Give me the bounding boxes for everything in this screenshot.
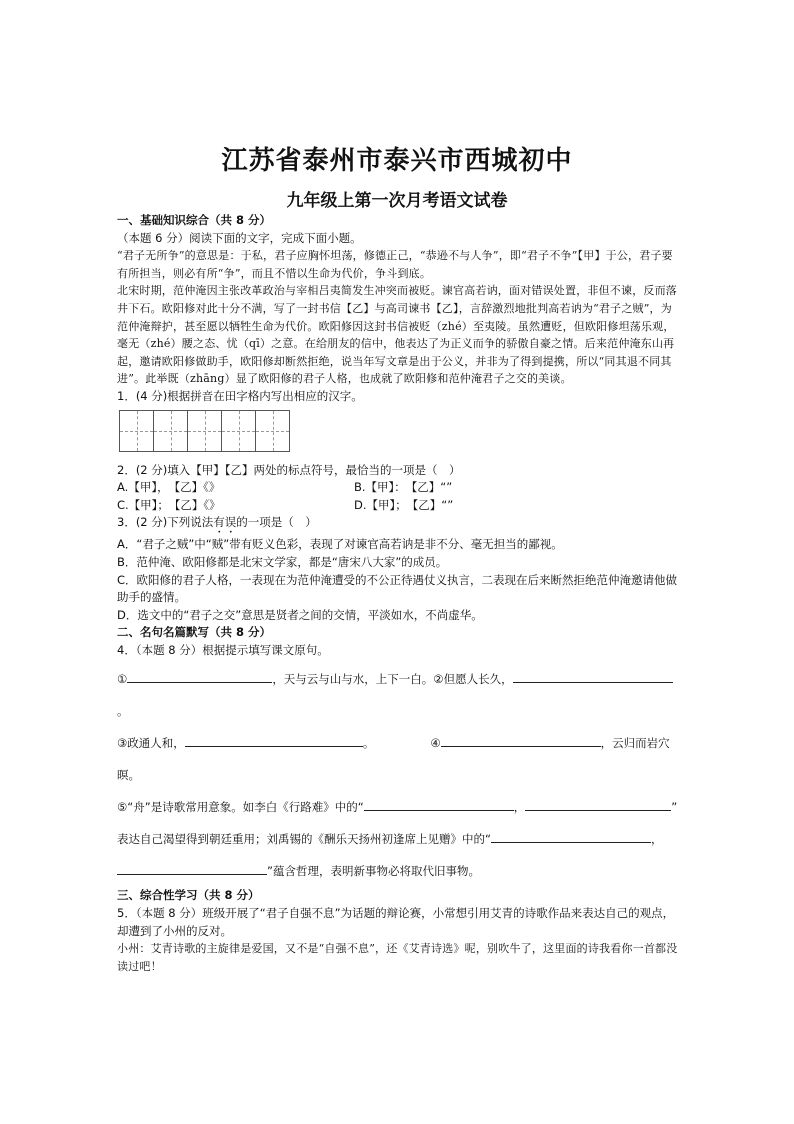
exam-title: 九年级上第一次月考语文试卷	[286, 191, 508, 211]
option-c[interactable]: C.【甲】； 【乙】《》	[117, 497, 221, 512]
option-d[interactable]: D.【甲】； 【乙】“”	[354, 497, 454, 512]
question-1: 1．(4 分)根据拼音在田字格内写出相应的汉字。	[117, 388, 363, 403]
option-b[interactable]: B．范仲淹、欧阳修都是北宋文学家，都是“唐宋八大家”的成员。	[117, 554, 448, 569]
q3-suffix: 的一项是（ ）	[236, 515, 317, 530]
poem-text: ⑤“舟”是诗歌常用意象。如李白《行路难》中的“	[117, 800, 364, 815]
tianzige-cell[interactable]	[221, 410, 256, 452]
section-2-heading: 二、名句名篇默写（共 8 分）	[117, 625, 272, 640]
poem-text: ”蕴含哲理，表明新事物必将取代旧事物。	[267, 864, 480, 879]
answer-blank[interactable]	[117, 862, 267, 875]
answer-blank[interactable]	[127, 670, 272, 683]
section-1-intro: （本题 6 分）阅读下面的文字，完成下面小题。	[117, 230, 362, 245]
option-d[interactable]: D．选文中的“君子之交”意思是贤者之间的交情，平淡如水，不尚虚华。	[117, 607, 483, 622]
punctuation: 。	[362, 736, 375, 751]
q3-emphasis: 有误	[213, 515, 237, 530]
tianzige-cell[interactable]	[255, 410, 290, 452]
punctuation: ，	[650, 832, 663, 847]
question-4: 4．（本题 8 分）根据提示填写课文原句。	[117, 642, 329, 657]
q3-prefix: 3．(2 分)下列说法	[117, 515, 214, 530]
answer-blank[interactable]	[185, 734, 363, 747]
blank-number: ④	[430, 736, 441, 751]
answer-blank[interactable]	[525, 798, 671, 811]
answer-blank[interactable]	[513, 670, 673, 683]
question-2: 2．(2 分)填入【甲】【乙】两处的标点符号，最恰当的一项是（ ）	[117, 462, 461, 477]
poem-text: ，天与云与山与水，上下一白。②但愿人长久，	[272, 672, 513, 687]
fill-line-2	[117, 727, 682, 759]
poem-text: ③政通人和，	[117, 736, 185, 751]
option-a[interactable]: A．“君子之贼”中“贼”带有贬义色彩，表现了对谏官高若讷是非不分、毫无担当的鄙视。	[117, 537, 563, 552]
answer-blank[interactable]	[441, 734, 601, 747]
fill-line-3: 暝。	[117, 768, 140, 783]
option-b[interactable]: B.【甲】： 【乙】“”	[354, 480, 453, 495]
dialogue-xiaozhou: 小州：艾青诗歌的主旋律是爱国，又不是“自强不息”，还《艾青诗选》呢，别吹牛了，这里面的诗我看你一首都没读过吧！	[117, 942, 678, 973]
school-title: 江苏省泰州市泰兴市西城初中	[221, 146, 573, 176]
fill-line-5	[117, 823, 682, 855]
question-3	[117, 514, 682, 536]
tianzige-grid	[119, 410, 682, 452]
exam-content	[117, 212, 682, 975]
answer-blank[interactable]	[364, 798, 514, 811]
punctuation: ”	[671, 800, 678, 815]
question-2-options	[117, 479, 682, 514]
option-c[interactable]: C．欧阳修的君子人格，一表现在为范仲淹遭受的不公正待遇仗义执言，二表现在后来断然拒绝范仲淹邀请他做助手的盛情。	[117, 572, 678, 605]
blank-number: ①	[117, 672, 128, 687]
punctuation: 。	[117, 704, 129, 719]
passage-paragraph: 北宋时期，范仲淹因主张改革政治与宰相吕夷简发生冲突而被贬。谏官高若讷，面对错误处置，非但不谏，反而落井下石。欧阳修对此十分不满，写了一封书信【乙】与高司谏书【乙】，言辞激烈地批判高若讷为“君子之贼”，为范仲淹辩护，甚至愿以牺牲生命为代价。欧阳修因这封书信被贬（zhé）至夷陵。虽然遭贬，但欧阳修坦荡乐观，毫无（zhé）腰之态、忧（qī）之意。在给朋友的信中，他表达了为正义而争的骄傲自豪之情。后来范仲淹东山再起，邀请欧阳修做助手，欧阳修却断然拒绝，说当年写文章是出于公义，并非为了得到提携，所以“同其退不同其进”。此举既（zhāng）显了欧阳修的君子人格，也成就了欧阳修和范仲淹君子之交的美谈。	[117, 284, 677, 386]
fill-line-1	[117, 663, 682, 727]
section-1-heading: 一、基础知识综合（共 8 分）	[117, 213, 272, 227]
fill-line-4	[117, 791, 682, 823]
passage-paragraph: “君子无所争”的意思是：于私，君子应胸怀坦荡，修德正己，“恭逊不与人争”，即“君子不争”【甲】于公，君子要有所担当，则必有所“争”，而且不惜以生命为代价，争斗到底。	[117, 249, 673, 280]
answer-blank[interactable]	[491, 830, 651, 843]
tianzige-cell[interactable]	[187, 410, 222, 452]
section-3-heading: 三、综合性学习（共 8 分）	[117, 888, 260, 903]
punctuation: ，	[513, 800, 526, 815]
tianzige-cell[interactable]	[153, 410, 188, 452]
question-5: 5．（本题 8 分）班级开展了“君子自强不息”为话题的辩论赛，小常想引用艾青的诗歌作品来表达自己的观点，却遭到了小州的反对。	[117, 906, 675, 938]
poem-text: 表达自己渴望得到朝廷重用；刘禹锡的《酬乐天扬州初逢席上见赠》中的“	[117, 832, 491, 847]
fill-line-6	[117, 855, 682, 887]
tianzige-cell[interactable]	[119, 410, 154, 452]
option-a[interactable]: A.【甲】， 【乙】《》	[117, 480, 221, 495]
poem-text: ，云归而岩穴	[600, 736, 670, 751]
